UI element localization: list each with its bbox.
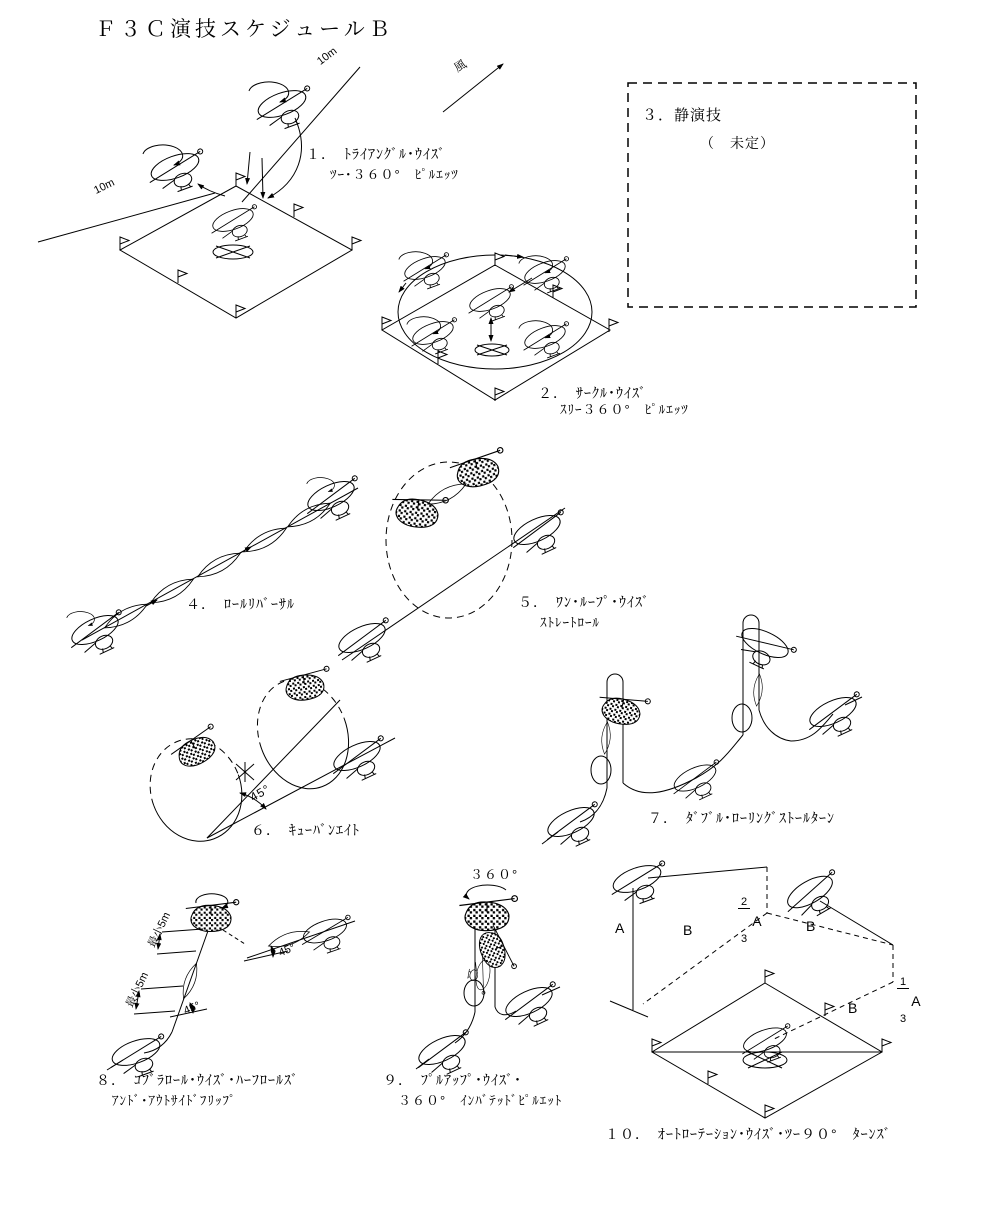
figure-1-triangle-drawing [38, 67, 361, 318]
distance-b-label-2: B [806, 918, 817, 934]
flag-icon [352, 237, 361, 250]
altitude-a-label: A [615, 920, 626, 936]
roll-lens-icon [752, 673, 763, 706]
flight-square [120, 186, 352, 318]
figure-8-label-line1: ８． ｺﾌﾞﾗﾛｰﾙ･ｳｲｽﾞ･ﾊｰﾌﾛｰﾙｽﾞ [96, 1072, 299, 1088]
figure-1-label-line2: ﾂｰ･３６０° ﾋﾟﾙｴｯﾂ [330, 167, 459, 182]
fraction-unit: A [911, 992, 921, 1009]
figure-7-label-line1: ７． ﾀﾞﾌﾞﾙ･ﾛｰﾘﾝｸﾞｽﾄｰﾙﾀｰﾝ [648, 810, 835, 826]
dimension-10m-top: 10m [315, 45, 340, 68]
helicopter-icon [399, 250, 457, 296]
angle-45-label-left: 45° [182, 999, 202, 1018]
helicopter-icon [144, 146, 213, 200]
angle-45-label-right: 45° [277, 941, 297, 960]
flag-icon [178, 270, 187, 283]
right-track [743, 615, 759, 735]
fraction-numerator: 2 [738, 896, 750, 909]
figure-1-label-line1: １． ﾄﾗｲｱﾝｸﾞﾙ･ｳｲｽﾞ [306, 146, 446, 162]
climb-line [172, 928, 209, 1032]
helicopter-icon [606, 858, 675, 912]
figure-5-label-line1: ５． ﾜﾝ･ﾙｰﾌﾟ･ｳｲｽﾞ [518, 594, 650, 610]
pirouette-arrow-icon [67, 612, 95, 626]
figure-5-loop-drawing [331, 447, 576, 672]
flag-icon [382, 317, 391, 330]
min-5m-label-lower: 最小5m [124, 970, 152, 1010]
distance-line-10m-left [38, 193, 215, 242]
angle-360-label: ３６０° [470, 867, 519, 882]
left-track [607, 674, 623, 788]
angle-45-label: 45° [247, 781, 273, 805]
flight-line [342, 508, 565, 660]
figure-4-label-line1: ４． ﾛｰﾙﾘﾊﾞｰｻﾙ [186, 596, 295, 612]
fraction-two-thirds-a [738, 872, 762, 970]
loop-path [386, 462, 512, 618]
flag-icon [236, 173, 245, 186]
figure-2-label-line1: ２． ｻｰｸﾙ･ｳｲｽﾞ [538, 385, 647, 401]
helicopter-icon [297, 912, 359, 960]
helicopter-icon [519, 254, 577, 300]
min-5m-label-upper: 最小5m [146, 910, 174, 950]
flag-icon [652, 1039, 661, 1052]
dimension-10m-left: 10m [92, 176, 117, 197]
helicopter-icon [729, 621, 799, 678]
climb-line [207, 700, 340, 838]
helicopter-icon [207, 202, 265, 248]
roll-lens-icon [600, 721, 611, 754]
figure-6-label-line1: ６． ｷｭｰﾊﾞﾝｴｲﾄ [251, 822, 360, 838]
flag-icon [708, 1071, 717, 1084]
fraction-one-third-a [897, 952, 921, 1050]
figure-2-circle-drawing [382, 250, 618, 401]
helicopter-icon [64, 607, 134, 664]
flag-icon [882, 1039, 891, 1052]
flag-icon [765, 970, 774, 983]
flag-icon [236, 305, 245, 318]
helicopter-icon [498, 979, 568, 1036]
inverted-helicopter-icon [186, 900, 239, 932]
flag-icon [438, 351, 447, 364]
helicopter-icon [667, 757, 730, 809]
pirouette-arrow-icon [466, 885, 506, 899]
figure-3-label-line1: ３．静演技 [642, 107, 723, 124]
fraction-denominator: 3 [741, 933, 748, 946]
roll-lens-icon [241, 523, 290, 558]
distance-b-label-1: B [683, 922, 694, 938]
figure-2-label-line2: ｽﾘｰ３６０° ﾋﾟﾙｴｯﾂ [560, 402, 689, 417]
inverted-helicopter-icon [279, 666, 333, 703]
distance-b-label-3: B [848, 1000, 859, 1016]
flag-icon [294, 204, 303, 217]
fraction-denominator: 3 [900, 1013, 907, 1026]
figure-4-roll-reversal-drawing [64, 473, 370, 664]
figure-9-label-line2: ３６０° ｲﾝﾊﾞﾃｯﾄﾞﾋﾟﾙｴｯﾄ [398, 1093, 563, 1108]
helicopter-icon [407, 315, 465, 361]
figure-9-label-line1: ９． ﾌﾟﾙｱｯﾌﾟ･ｳｲｽﾞ･ [383, 1072, 522, 1088]
flag-icon [553, 285, 562, 298]
page-title: Ｆ３Ｃ演技スケジュールＢ [95, 18, 394, 41]
helicopter-icon [326, 733, 396, 790]
figure-3-label-line2: （ 未定） [700, 135, 775, 151]
wind-arrow-icon [443, 64, 503, 112]
flag-icon [765, 1105, 774, 1118]
figure-9-pullup-drawing [411, 885, 568, 1084]
figure-8-label-line2: ｱﾝﾄﾞ･ｱｳﾄｻｲﾄﾞﾌﾘｯﾌﾟ [112, 1093, 237, 1108]
figure-5-label-line2: ｽﾄﾚｰﾄﾛｰﾙ [540, 615, 600, 630]
figure-10-label-line1: １０． ｵｰﾄﾛｰﾃｰｼｮﾝ･ｳｲｽﾞ･ﾂｰ９０° ﾀｰﾝｽﾞ [605, 1126, 892, 1142]
fraction-numerator: 1 [897, 976, 909, 989]
inverted-helicopter-icon [167, 723, 226, 774]
helicopter-icon [251, 83, 320, 137]
inverted-helicopter-icon [389, 490, 449, 531]
wind-label: 風 [451, 56, 470, 76]
fraction-unit: A [752, 912, 762, 929]
helicopter-icon [519, 319, 577, 365]
helicopter-icon [506, 507, 576, 564]
inverted-helicopter-icon [459, 896, 517, 931]
